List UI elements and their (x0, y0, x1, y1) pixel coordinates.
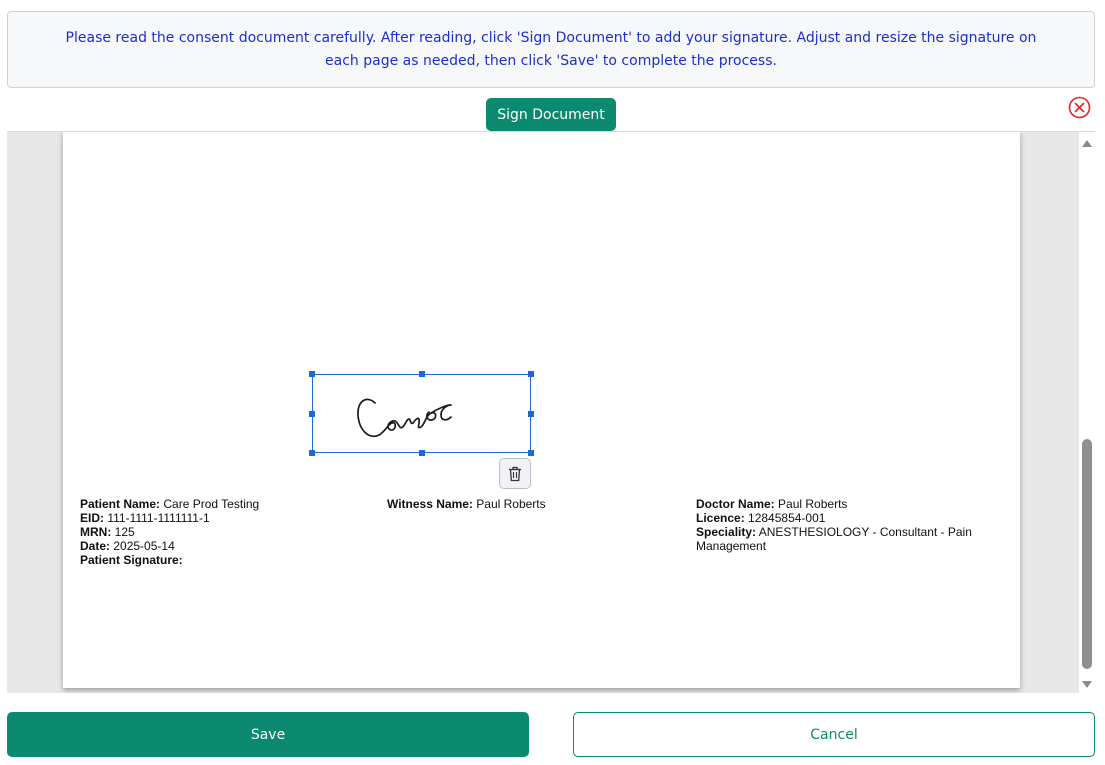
scroll-thumb[interactable] (1082, 439, 1092, 669)
resize-handle-nw[interactable] (309, 371, 315, 377)
doctor-name-line: Doctor Name: Paul Roberts (696, 497, 848, 511)
speciality-value: ANESTHESIOLOGY - Consultant - Pain Management (696, 525, 972, 553)
eid-value: 111-1111-1111111-1 (107, 511, 210, 525)
instruction-banner (7, 11, 1095, 88)
date-line: Date: 2025-05-14 (80, 539, 175, 553)
speciality-line: Speciality: ANESTHESIOLOGY - Consultant - Pain Management (696, 525, 972, 553)
witness-name-line: Witness Name: Paul Roberts (387, 497, 546, 511)
document-page (63, 132, 1020, 688)
doctor-info (696, 497, 986, 553)
resize-handle-w[interactable] (309, 411, 315, 417)
resize-handle-s[interactable] (419, 450, 425, 456)
resize-handle-e[interactable] (528, 411, 534, 417)
patient-info (80, 497, 340, 567)
witness-name: Paul Roberts (476, 497, 546, 511)
sign-document-button[interactable]: Sign Document (486, 98, 616, 131)
vertical-scrollbar[interactable] (1079, 132, 1095, 693)
patient-name: Care Prod Testing (163, 497, 260, 511)
patient-signature-line: Patient Signature: (80, 553, 183, 567)
date-value: 2025-05-14 (113, 539, 175, 553)
mrn-line: MRN: 125 (80, 525, 135, 539)
document-viewer[interactable] (7, 131, 1095, 693)
witness-info (387, 497, 647, 511)
trash-icon (508, 466, 522, 482)
resize-handle-ne[interactable] (528, 371, 534, 377)
eid-line: EID: 111-1111-1111111-1 (80, 511, 210, 525)
instruction-text: Please read the consent document carefully. After reading, click 'Sign Document' to add your signature. Adjust and resize the signature on each page as needed, then click 'Save' to complete the process. (65, 29, 1037, 69)
resize-handle-sw[interactable] (309, 450, 315, 456)
doctor-name: Paul Roberts (778, 497, 848, 511)
delete-signature-button[interactable] (499, 458, 531, 489)
cancel-button[interactable]: Cancel (573, 712, 1095, 757)
save-button[interactable]: Save (7, 712, 529, 757)
scroll-down-arrow-icon[interactable] (1082, 681, 1092, 688)
close-icon[interactable] (1068, 96, 1091, 119)
resize-handle-se[interactable] (528, 450, 534, 456)
scroll-up-arrow-icon[interactable] (1082, 140, 1092, 147)
patient-name-line: Patient Name: Care Prod Testing (80, 497, 260, 511)
mrn-value: 125 (114, 525, 135, 539)
resize-handle-n[interactable] (419, 371, 425, 377)
signature-box[interactable] (312, 374, 531, 453)
licence-line: Licence: 12845854-001 (696, 511, 826, 525)
licence-value: 12845854-001 (748, 511, 826, 525)
signature-image (313, 375, 532, 454)
